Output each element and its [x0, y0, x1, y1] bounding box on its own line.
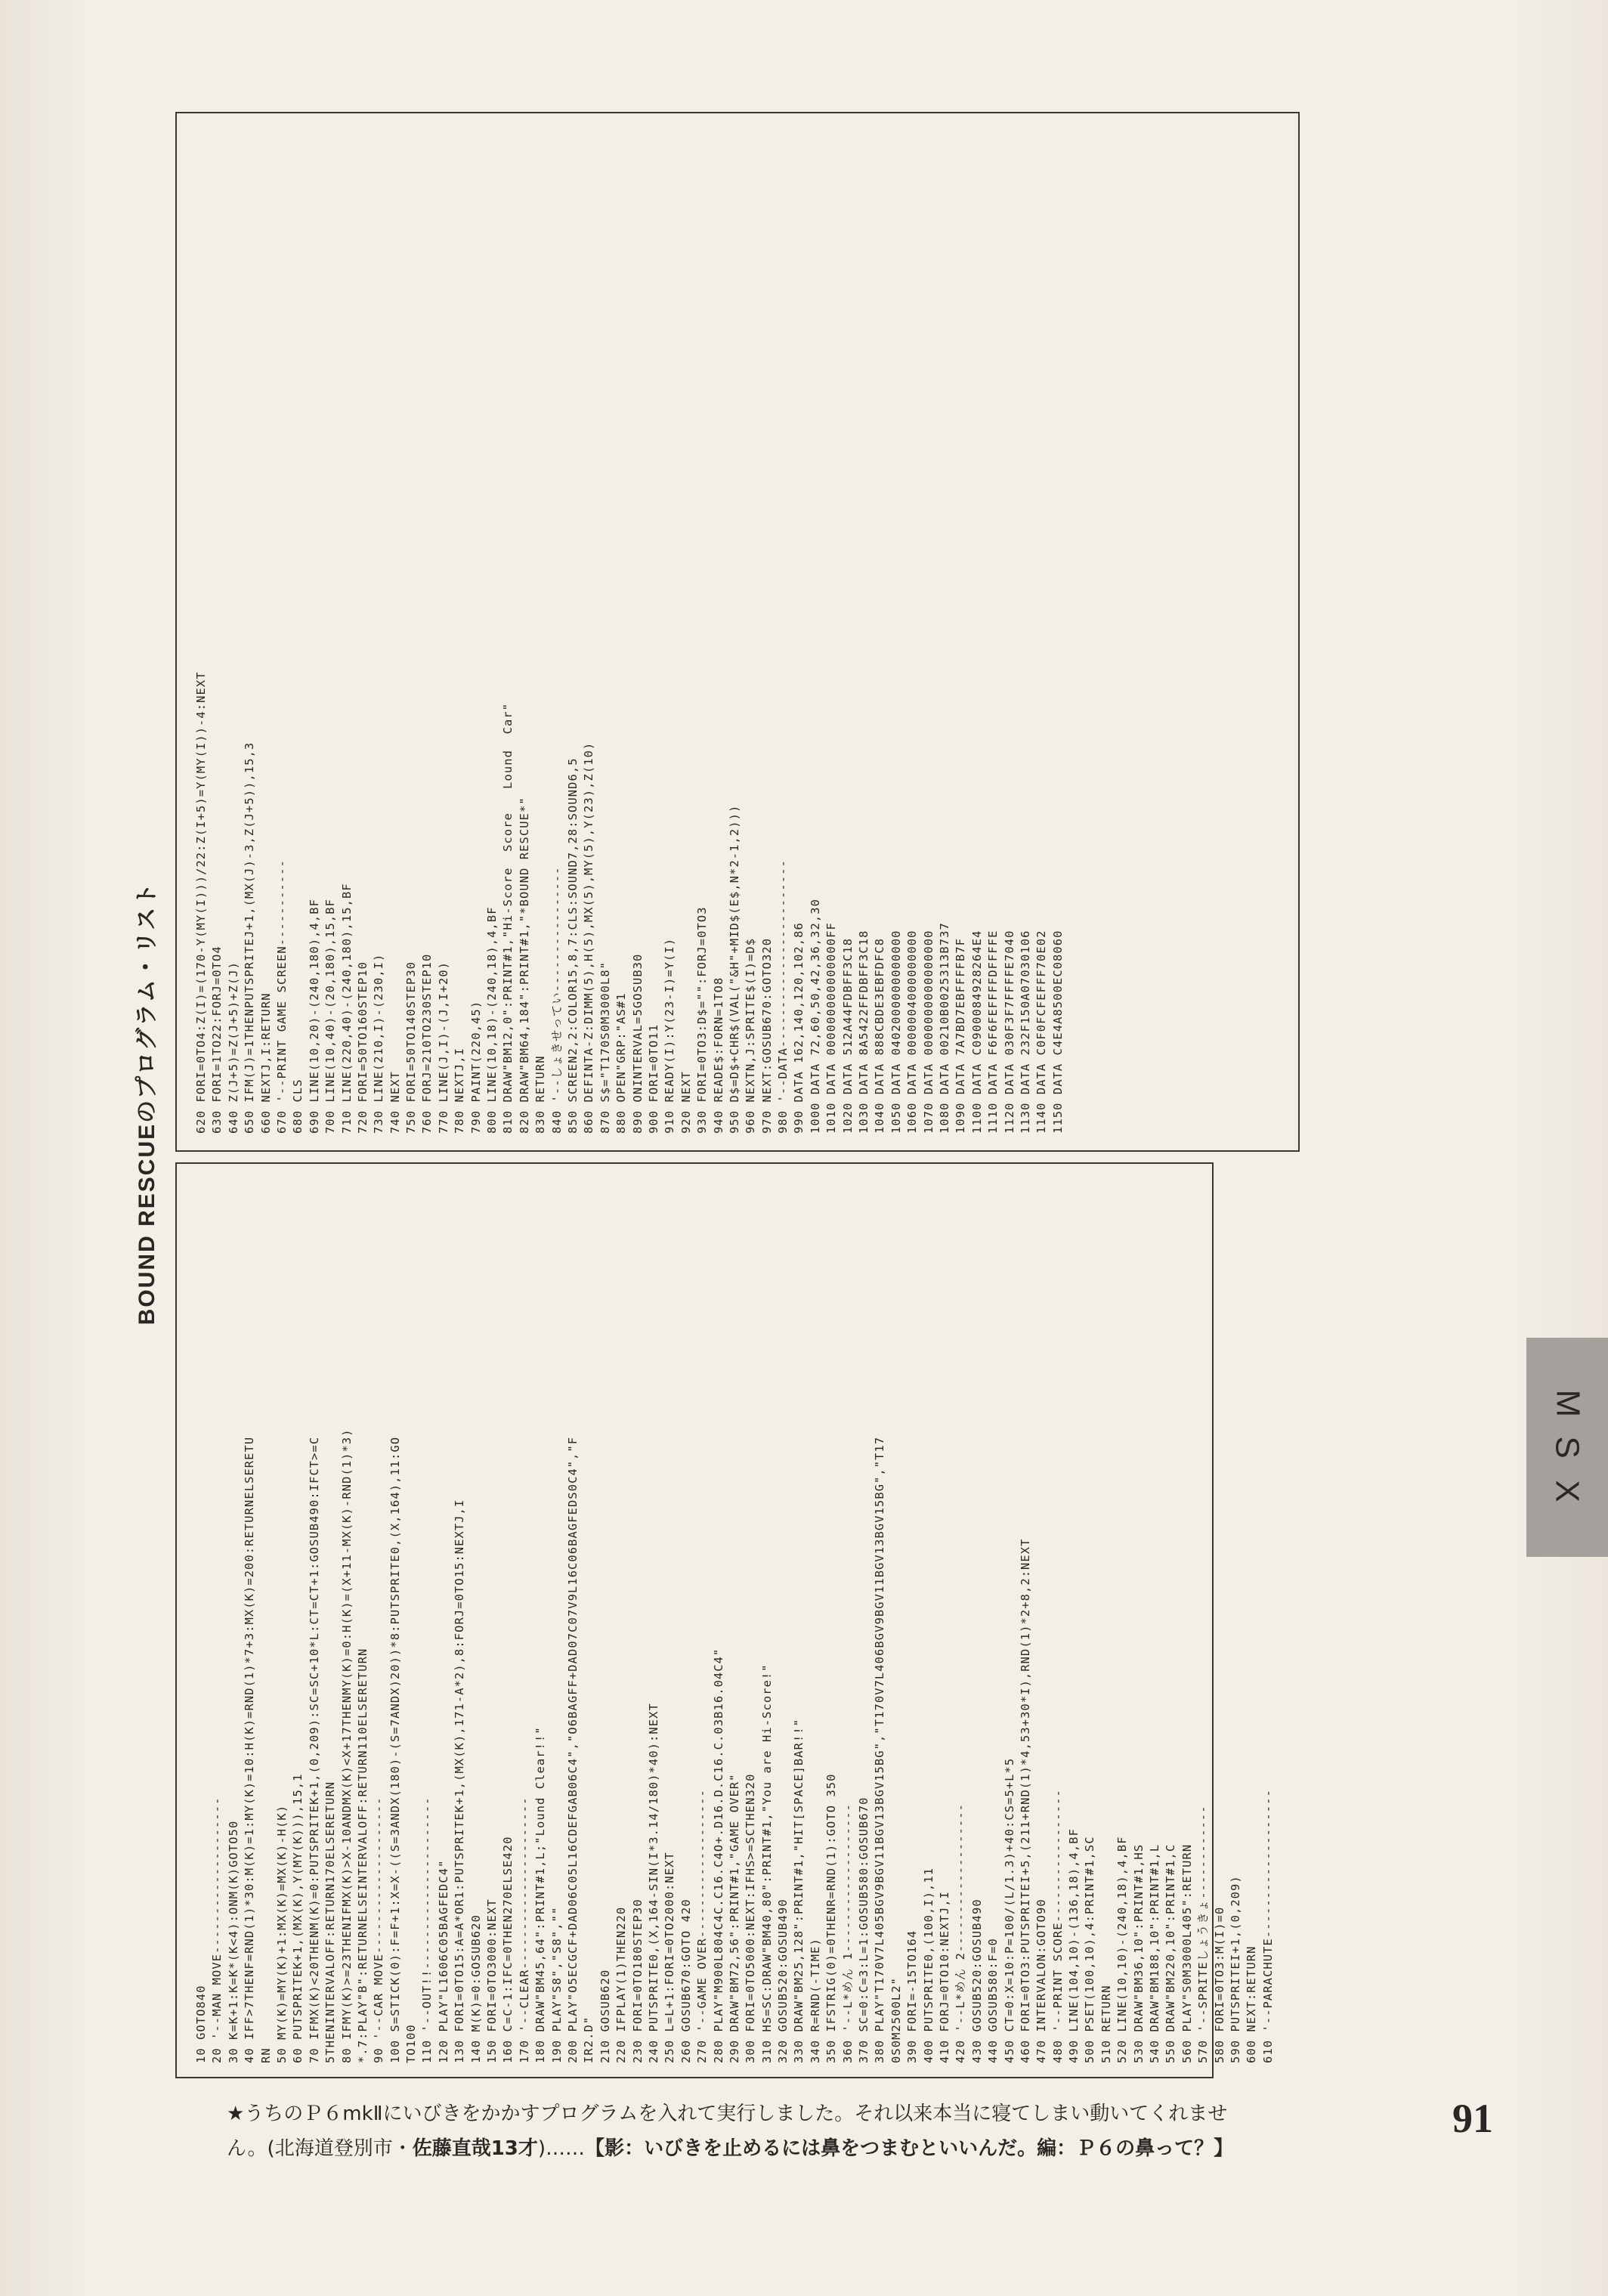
- code-line: 1010 DATA 000000000000000FF: [824, 922, 839, 1134]
- code-line: 830 RETURN: [533, 1055, 548, 1134]
- code-line: 370 SC=0:C=3:L=1:GOSUB580:GOSUB670: [857, 1796, 871, 2063]
- code-line: 360 '--L*めん 1-------------------: [840, 1803, 855, 2063]
- reader-caption: [227, 2096, 1360, 2166]
- msx-tab-label: [1526, 1338, 1608, 1557]
- code-line: 1100 DATA C0900084928264E4: [969, 930, 984, 1134]
- code-line: 760 FORJ=210TO230STEP10: [420, 953, 434, 1134]
- tab-letter: S: [1548, 1436, 1586, 1459]
- caption-location: ん。(北海道登別市・: [227, 2137, 413, 2160]
- code-line: 690 LINE(10,20)-(240,180),4,BF: [307, 899, 321, 1134]
- code-line: 950 D$=D$+CHR$(VAL("&H"+MID$(E$,N*2-1,2))): [727, 804, 741, 1134]
- listing-box-left: [175, 1162, 1275, 2078]
- code-line: 1020 DATA 512A44FDBFF3C18: [840, 937, 855, 1134]
- code-line: 550 DRAW"BM220,10":PRINT#1,C: [1164, 1843, 1178, 2063]
- code-line: 200 PLAY"O5ECGCF+DAD06C05L16CDEFGAB06C4","O6BAGFF+DAD07C07V9L16C06BAGFEDS0C4","F: [565, 1436, 580, 2063]
- code-line: 290 DRAW"BM72,56":PRINT#1,"GAME OVER": [727, 1773, 741, 2063]
- code-line: 870 S$="T170S0M3000L8": [598, 961, 612, 1134]
- program-listing-right: [193, 128, 1066, 1134]
- code-line: 1110 DATA F6F6FEFFFFDFFFFE: [986, 930, 1000, 1134]
- code-line: 740 NEXT: [388, 1071, 402, 1134]
- code-line: 1120 DATA 030F3F7FFFFE7040: [1002, 930, 1016, 1134]
- code-line: 1080 DATA 00210B0025313B737: [937, 922, 951, 1134]
- code-line: 0S0M2500L2": [889, 1976, 903, 2063]
- code-line: 1070 DATA 0000000000000000: [921, 930, 935, 1134]
- code-line: 980 '--DATA------------------------: [776, 859, 790, 1134]
- code-line: IR2.D": [582, 2016, 596, 2063]
- tab-letter: M: [1549, 1389, 1586, 1418]
- code-line: 90 '--CAR MOVE--------------------: [372, 1796, 386, 2063]
- page-title: BOUND RESCUEのプログラム・リスト: [135, 881, 159, 1326]
- code-line: 840 '--しょきせってい----------------: [549, 866, 564, 1134]
- code-line: 320 GOSUB520:GOSUB490: [776, 1898, 790, 2063]
- code-line: 120 PLAY"L1606C05BAGFEDC4": [436, 1859, 450, 2063]
- code-line: 230 FORI=0TO180STEP30: [630, 1898, 645, 2063]
- code-line: 100 S=STICK(0):F=F+1:X=X-((S=3ANDX(180)-(S=7ANDX)20))*8:PUTSPRITE0,(X,164),11:GO: [388, 1436, 402, 2063]
- code-line: RN: [258, 2047, 273, 2063]
- code-line: 520 LINE(10,10)-(240,18),4,BF: [1115, 1836, 1130, 2063]
- code-line: 190 PLAY"S8","S8","": [549, 1906, 564, 2063]
- code-line: 60 PUTSPRITEK+1,(MX(K),Y(MY(K))),15,1: [291, 1773, 305, 2063]
- code-line: 460 FORI=0TO3:PUTSPRITEI+5,(211+RND(1)*4,53+30*I),RND(1)*2+8,2:NEXT: [1018, 1538, 1032, 2063]
- code-line: 480 '--PRINT SCORE-----------------: [1050, 1789, 1065, 2063]
- code-line: TO100: [404, 2024, 419, 2063]
- code-line: 170 '--CLEAR----------------------: [517, 1796, 531, 2063]
- caption-editor-note: 【影：いびきを止めるには鼻をつまむといいんだ。編：Ｐ６の鼻って？】: [585, 2137, 1234, 2160]
- code-line: *.7:PLAY"B":RETURNELSEINTERVALOFF:RETURN110ELSERETURN: [355, 1648, 370, 2063]
- title-container: [127, 839, 172, 1368]
- code-line: 540 DRAW"BM188,10":PRINT#1,L: [1148, 1843, 1162, 2063]
- code-line: 530 DRAW"BM36,10":PRINT#1,HS: [1131, 1843, 1146, 2063]
- code-line: 820 DRAW"BM64,184":PRINT#1,"*BOUND RESCUE*": [517, 797, 531, 1134]
- code-line: 10 GOTO840: [194, 1985, 208, 2063]
- code-line: 620 FORI=0TO4:Z(I)=(170-Y(MY(I)))/22:Z(I+5)=Y(MY(I))-4:NEXT: [194, 671, 208, 1134]
- code-line: 930 FORI=0TO3:D$="":FORJ=0TO3: [695, 906, 710, 1134]
- code-line: 770 LINE(J,I)-(J,I+20): [436, 961, 450, 1134]
- code-line: 900 FORI=0TO11: [646, 1023, 660, 1134]
- code-line: 410 FORJ=0TO10:NEXTJ,I: [937, 1890, 951, 2063]
- code-line: 450 CT=0:X=10:P=100/(L/1.3)+40:CS=5+L*5: [1002, 1757, 1016, 2063]
- code-line: 430 GOSUB520:GOSUB490: [969, 1898, 984, 2063]
- code-line: 600 NEXT:RETURN: [1245, 1945, 1259, 2063]
- code-line: 510 RETURN: [1099, 1985, 1113, 2063]
- page-number: 91: [1452, 2096, 1493, 2141]
- code-line: 140 M(K)=0:GOSUB620: [468, 1914, 483, 2063]
- code-line: 590 PUTSPRITEI+1,(0,209): [1229, 1875, 1242, 2063]
- caption-author: 佐藤直哉13才: [412, 2137, 538, 2160]
- code-line: 30 K=K+1:K=K*(K<4):ONM(K)GOTO50: [226, 1820, 240, 2063]
- code-line: 130 FORI=0TO15:A=A*OR1:PUTSPRITEK+1,(MX(K),171-A*2),8:FORJ=0TO15:NEXTJ,I: [453, 1499, 467, 2063]
- code-line: 730 LINE(210,I)-(230,I): [372, 953, 386, 1134]
- code-line: 890 ONINTERVAL=5GOSUB30: [630, 953, 645, 1134]
- code-line: 340 R=RND(-TIME): [808, 1938, 822, 2063]
- code-line: 330 DRAW"BM25,128":PRINT#1,"HIT[SPACE]BAR!!": [792, 1718, 806, 2063]
- code-line: 720 FORI=50TO160STEP10: [355, 961, 370, 1134]
- code-line: 710 LINE(220,40)-(240,180),15,BF: [339, 883, 354, 1134]
- code-line: 70 IFMX(K)<20THENM(K)=0:PUTSPRITEK+1,(0,209):SC=SC+10*L:CT=CT+1:GOSUB490:IFCT>=C: [307, 1436, 321, 2063]
- code-line: 630 FORI=1TO22:FORJ=0TO4: [210, 945, 224, 1134]
- code-line: 1150 DATA C4E4A8500EC08060: [1050, 930, 1065, 1134]
- listing-box-right: [175, 112, 1300, 1152]
- code-line: 500 PSET(100,10),4:PRINT#1,SC: [1083, 1836, 1097, 2063]
- code-line: 150 FORI=0TO3000:NEXT: [485, 1898, 499, 2063]
- code-line: 650 IFM(J)=1THENPUTSPRITEJ+1,(MX(J)-3,Z(J+5)),15,3: [243, 741, 257, 1134]
- code-line: 1000 DATA 72,60,50,42,36,32,30: [808, 899, 822, 1134]
- code-line: 910 READY(I):Y(23-I)=Y(I): [663, 937, 677, 1134]
- code-line: 5THENINTERVALOFF:RETURN170ELSERETURN: [323, 1781, 338, 2063]
- code-line: 490 LINE(104,10)-(136,18),4,BF: [1067, 1828, 1081, 2063]
- tab-letter: X: [1548, 1480, 1586, 1502]
- code-line: 470 INTERVALON:GOTO90: [1034, 1898, 1049, 2063]
- code-line: 1090 DATA 7A7BD7EBFFFFB7F: [954, 937, 968, 1134]
- code-line: 270 '--GAME OVER-------------------: [695, 1789, 710, 2063]
- code-line: 310 HS=SC:DRAW"BM40,80":PRINT#1,"You are Hi-Score!": [759, 1663, 774, 2063]
- code-line: 800 LINE(10,18)-(240,18),4,BF: [485, 906, 499, 1134]
- code-line: 420 '--L*めん 2-------------------: [954, 1803, 968, 2063]
- code-line: 560 PLAY"S0M3000L405":RETURN: [1180, 1843, 1194, 2063]
- code-line: 790 PAINT(220,45): [468, 1000, 483, 1134]
- code-line: 280 PLAY"M900L804C4C.C16.C4O+.D16.D.C16.C.03B16.04C4": [711, 1648, 725, 2063]
- code-line: 1050 DATA 0402000000000000: [889, 930, 903, 1134]
- code-line: 210 GOSUB620: [598, 1969, 612, 2063]
- code-line: 610 '--PARACHUTE-------------------: [1260, 1789, 1275, 2063]
- code-line: 920 NEXT: [679, 1071, 693, 1134]
- code-line: 1040 DATA 888CBDE3EBFDFC8: [873, 937, 887, 1134]
- code-line: 1130 DATA 232F150A07030106: [1018, 930, 1032, 1134]
- code-line: 250 L=L+1:FORI=0TO2000:NEXT: [663, 1852, 677, 2063]
- code-line: 880 OPEN"GRP:"AS#1: [614, 992, 629, 1134]
- program-listing-left: [193, 1179, 1276, 2063]
- code-line: 580 FORI=0TO3:M(I)=0: [1212, 1906, 1226, 2063]
- code-line: 20 '--MAN MOVE--------------------: [210, 1796, 224, 2063]
- code-line: 570 '--SPRITEしょうきょ------------: [1196, 1805, 1211, 2063]
- code-line: 40 IFF>7THENF=RND(1)*30:M(K)=1:MY(K)=10:H(K)=RND(1)*7+3:MX(K)=200:RETURNELSERETU: [243, 1436, 257, 2063]
- code-line: 440 GOSUB580:F=0: [986, 1938, 1000, 2063]
- code-line: 680 CLS: [291, 1078, 305, 1134]
- code-line: 860 DEFINTA-Z:DIMM(5),H(5),MX(5),MY(5),Y(23),Z(10): [582, 741, 596, 1134]
- caption-ellipsis: )……: [537, 2137, 586, 2160]
- code-line: 80 IFMY(K)>=23THENIFMX(K)>X-10ANDMX(K)<X+17THENMY(K)=0:H(K)=(X+11-MX(K)-RND(1)*3): [339, 1428, 354, 2063]
- code-line: 110 '--OUT!!----------------------: [420, 1796, 434, 2063]
- code-line: 850 SCREEN2,2:COLOR15,8,7:CLS:SOUND7,28:SOUND6,5: [565, 757, 580, 1134]
- code-line: 160 C=C-1:IFC=0THEN270ELSE420: [501, 1836, 515, 2063]
- code-line: 350 IFSTRIG(0)=0THENR=RND(1):GOTO 350: [824, 1773, 839, 2063]
- code-line: 640 Z(J+5)=Z(J+5)+Z(J): [226, 961, 240, 1134]
- code-line: 960 NEXTN,J:SPRITE$(I)=D$: [744, 937, 758, 1134]
- caption-line-2: [227, 2131, 1360, 2166]
- code-line: 180 DRAW"BM45,64":PRINT#1,L;"Lound Clear!!": [533, 1726, 548, 2063]
- code-line: 750 FORI=50TO140STEP30: [404, 961, 419, 1134]
- code-line: 1060 DATA 0000004000000000: [905, 930, 920, 1134]
- code-line: 400 PUTSPRITE0,(100,I),11: [921, 1867, 935, 2063]
- code-line: 670 '--PRINT GAME SCREEN-----------: [274, 859, 289, 1134]
- code-line: 990 DATA 162,140,120,102,86: [792, 922, 806, 1134]
- code-line: 780 NEXTJ,I: [453, 1047, 467, 1134]
- code-line: 220 IFPLAY(1)THEN220: [614, 1906, 629, 2063]
- code-line: 50 MY(K)=MY(K)+1:MX(K)=MX(K)-H(K): [274, 1804, 289, 2063]
- code-line: 300 FORI=0TO5000:NEXT:IFHS>=SCTHEN320: [744, 1773, 758, 2063]
- code-line: 810 DRAW"BM12,0":PRINT#1,"Hi-Score Score Lound Car": [501, 702, 515, 1134]
- code-line: 1030 DATA 8A5422FFDBFF3C18: [857, 930, 871, 1134]
- code-line: 390 FORI=-15TO164: [905, 1929, 920, 2063]
- code-line: 700 LINE(10,40)-(20,180),15,BF: [323, 899, 338, 1134]
- code-line: 970 NEXT:GOSUB670:GOTO320: [759, 937, 774, 1134]
- code-line: 660 NEXTJ,I:RETURN: [258, 992, 273, 1134]
- code-line: 240 PUTSPRITE0,(X,164-SIN(I*3.14/180)*40):NEXT: [646, 1703, 660, 2063]
- caption-line-1: ★うちのＰ６mkⅡにいびきをかかすプログラムを入れて実行しました。それ以来本当に寝てしまい動いてくれませ: [227, 2103, 1228, 2125]
- code-line: 940 READE$:FORN=1TO8: [711, 976, 725, 1134]
- code-line: 380 PLAY"T170V7L405BGV9BGV11BGV13BGV15BG","T170V7L406BGV9BGV11BGV13BGV15BG","T17: [873, 1436, 887, 2063]
- code-line: 1140 DATA C0F0FCFEFFF70E02: [1034, 930, 1049, 1134]
- msx-section-tab: [1526, 1338, 1608, 1557]
- code-line: 260 GOSUB670:GOTO 420: [679, 1898, 693, 2063]
